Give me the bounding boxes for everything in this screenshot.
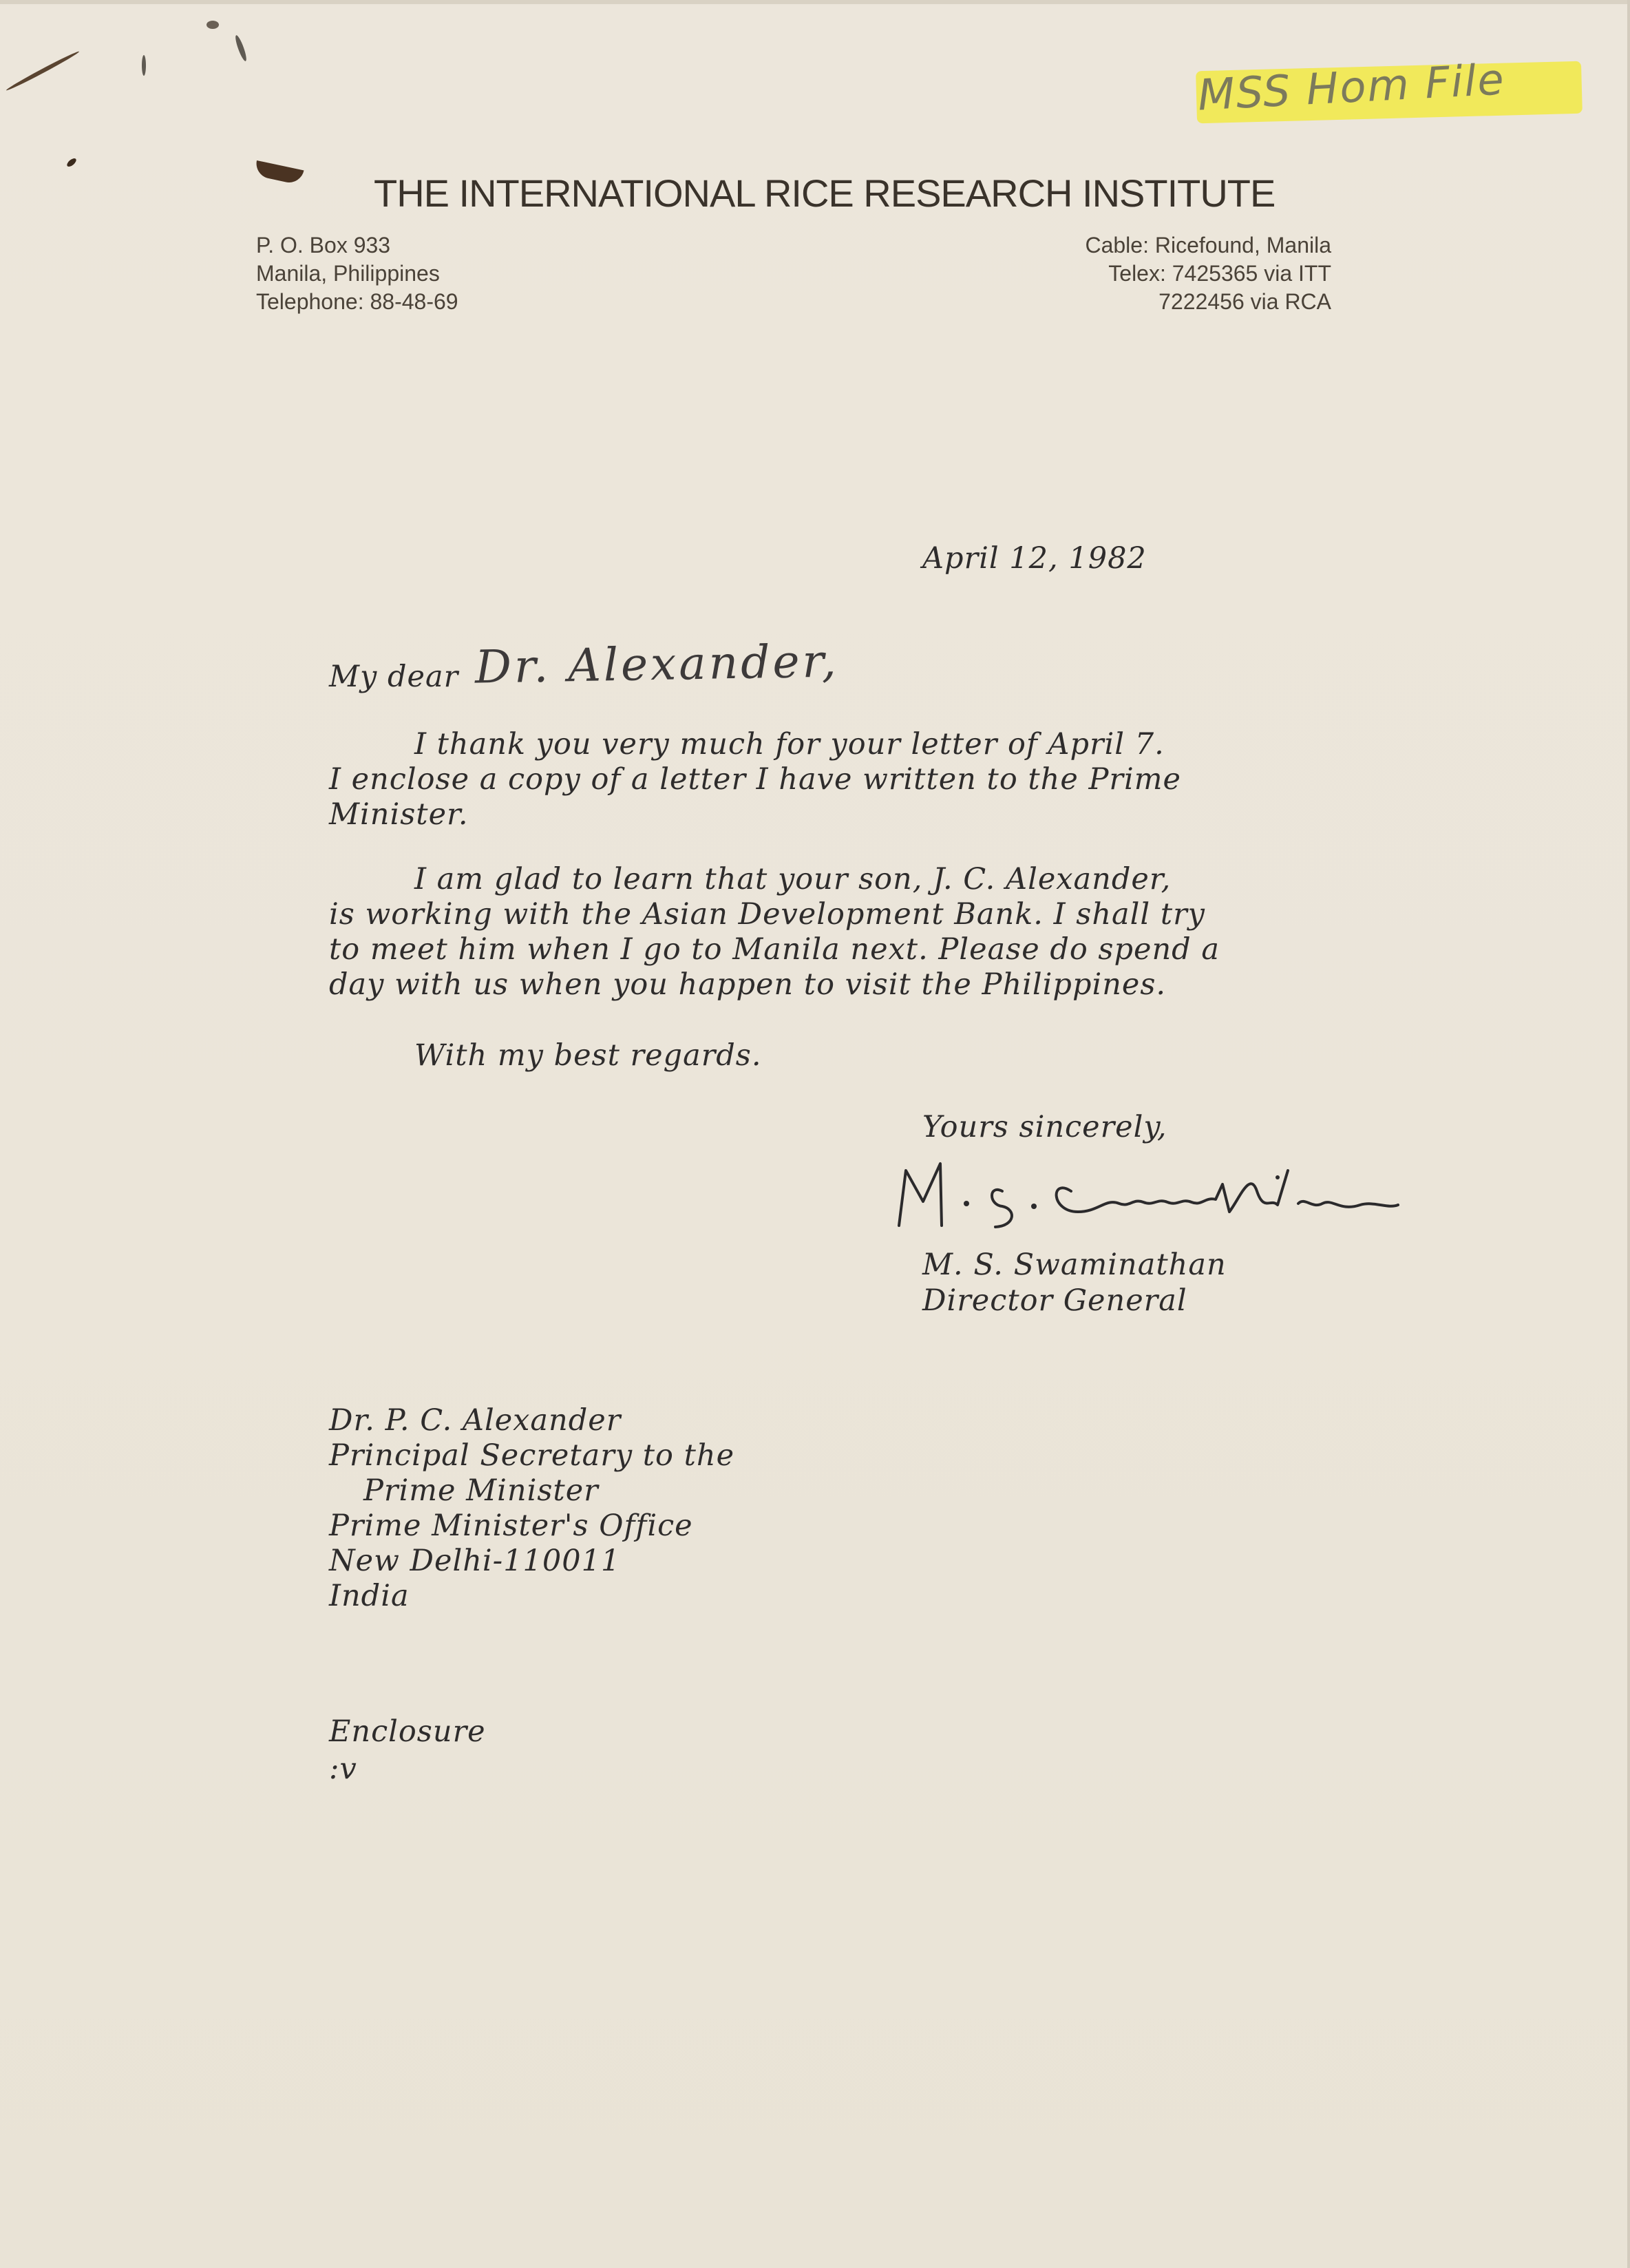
ink-speck [233,34,248,62]
letterhead-address [256,231,458,316]
text-line: I am glad to learn that your son, J. C. Alexander, [414,862,1172,896]
ink-speck [142,55,146,76]
text-line: is working with the Asian Development Bank. I shall try [329,897,1205,932]
address-line: India [329,1579,410,1613]
typist-initials: :v [329,1752,357,1786]
letterhead-line: 7222456 via RCA [1158,289,1331,314]
text-line: With my best regards. [414,1038,762,1073]
text-line: to meet him when I go to Manila next. Please do spend a [329,932,1220,967]
text-line: I thank you very much for your letter of April 7. [414,727,1165,762]
closing: Yours sincerely, [922,1110,1167,1144]
page-right-edge [1627,0,1630,2268]
paragraph-2 [329,862,1220,1002]
text-line: I enclose a copy of a letter I have written to the Prime [329,762,1181,797]
letterhead-line: Cable: Ricefound, Manila [1085,233,1331,258]
text-line: day with us when you happen to visit the Philippines. [329,967,1167,1002]
letterhead-line: Manila, Philippines [256,261,440,286]
recipient-address [329,1403,734,1614]
address-line: Principal Secretary to the [329,1438,735,1473]
address-line: Prime Minister's Office [329,1509,693,1543]
ink-speck [207,21,219,29]
ink-speck [6,50,81,92]
paragraph-1 [329,727,1181,832]
ink-speck [65,157,77,168]
letter-date: April 12, 1982 [922,541,1147,576]
handwritten-annotation: MSS Hom File [1196,54,1507,120]
letterhead-line: P. O. Box 933 [256,233,391,258]
text-line: Minister. [329,797,469,832]
page-top-edge [0,0,1630,4]
ink-speck [253,160,304,185]
letterhead-title: THE INTERNATIONAL RICE RESEARCH INSTITUTE [374,171,1276,215]
signature [892,1150,1401,1239]
letterhead-contact [1085,231,1331,316]
letterhead-line: Telex: 7425365 via ITT [1108,261,1331,286]
address-line: Prime Minister [363,1473,599,1508]
signer-title: Director General [922,1283,1187,1318]
address-line: Dr. P. C. Alexander [329,1403,622,1438]
salutation: My dear [329,660,459,694]
enclosure-note: Enclosure [329,1714,486,1749]
letterhead-line: Telephone: 88-48-69 [256,289,458,314]
signer-name: M. S. Swaminathan [922,1248,1227,1282]
address-line: New Delhi-110011 [329,1544,621,1578]
paragraph-3 [414,1038,762,1073]
handwritten-addressee: Dr. Alexander, [474,634,840,694]
